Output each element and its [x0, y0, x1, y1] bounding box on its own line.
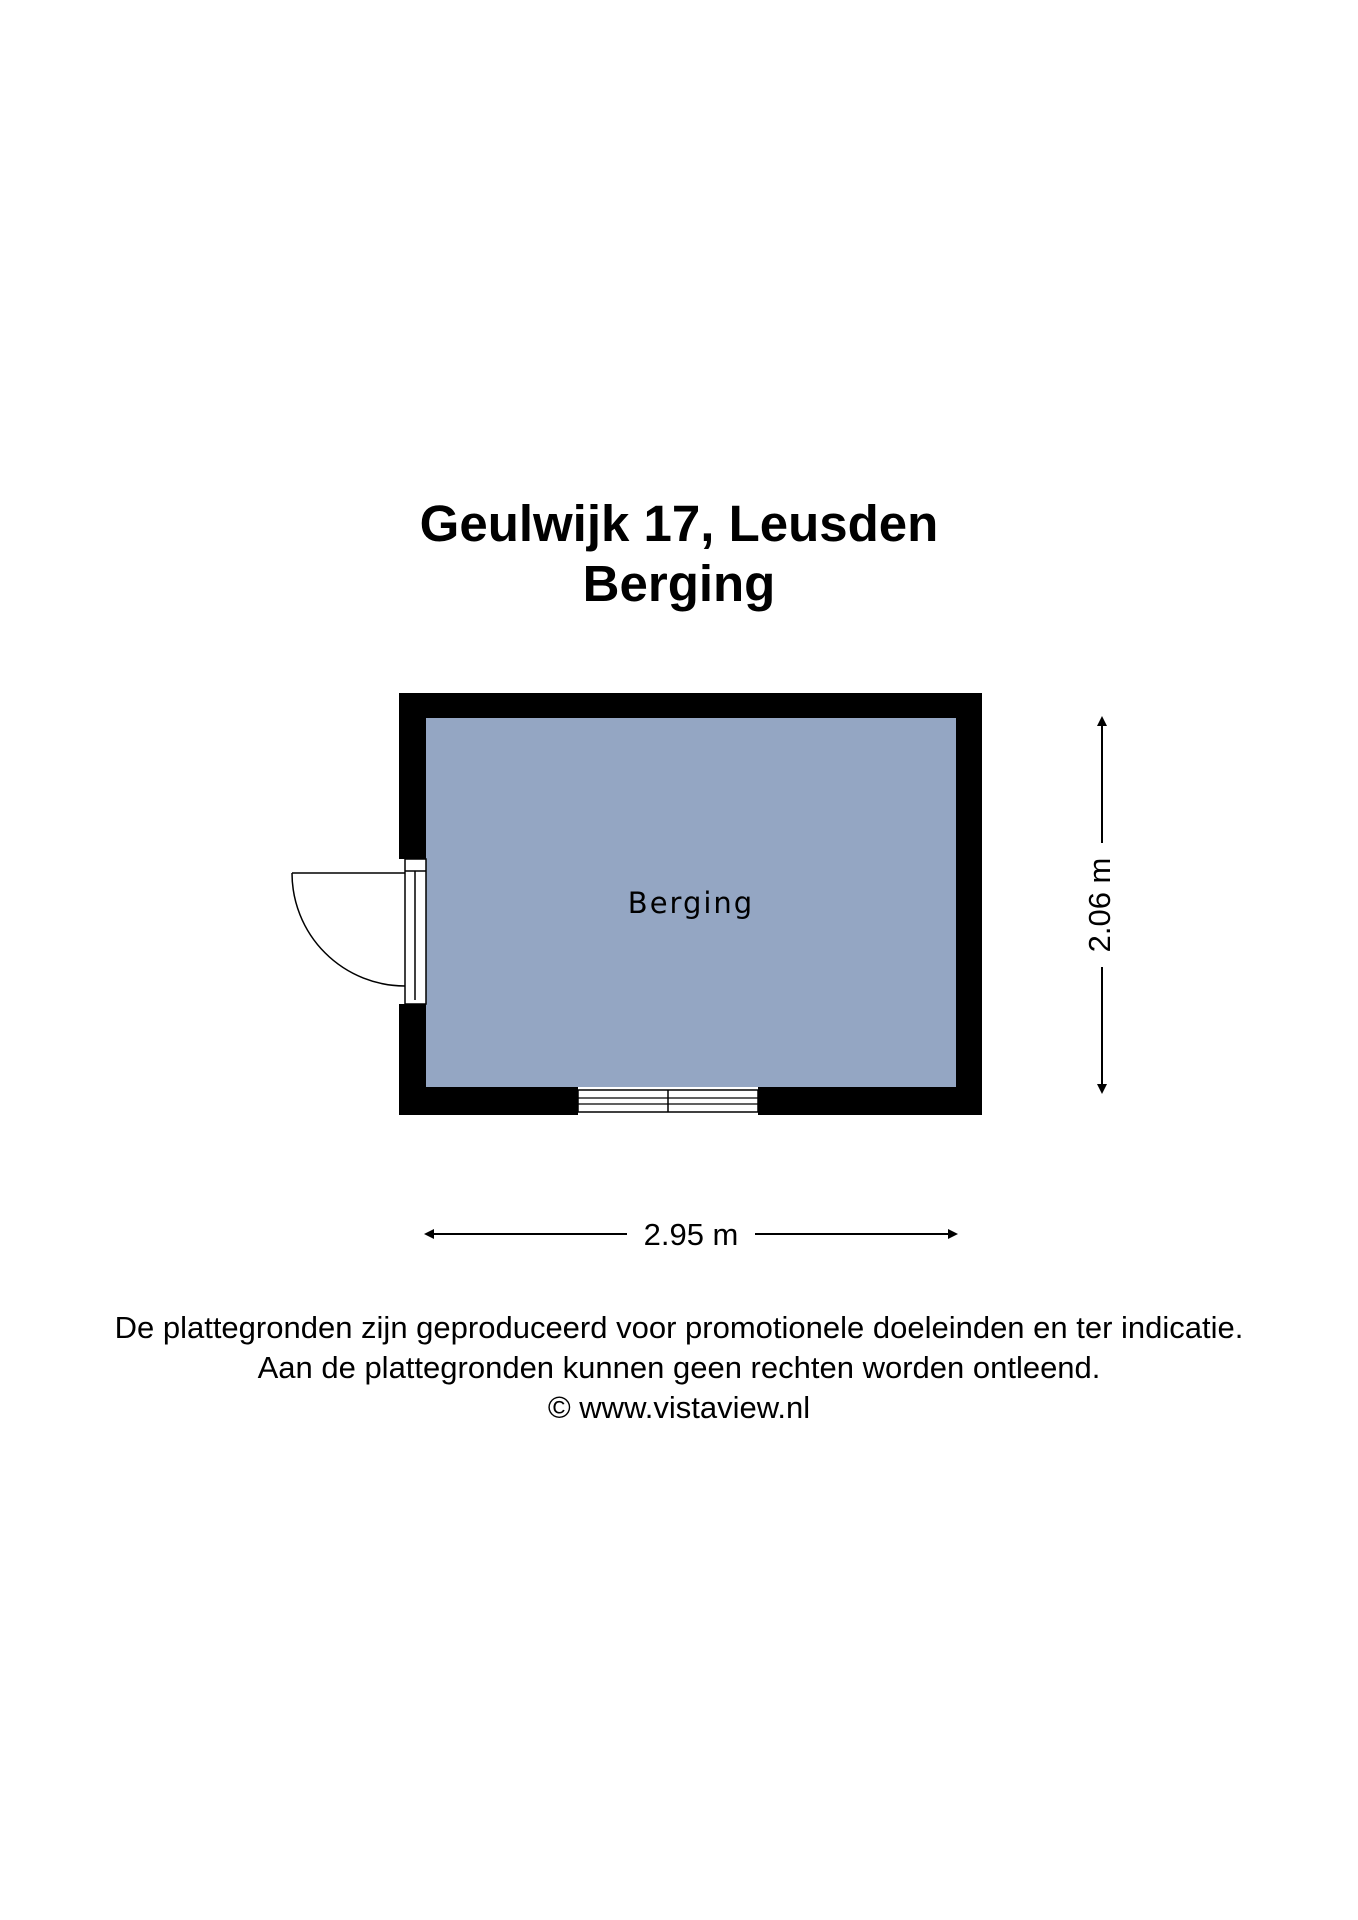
disclaimer-line-2: Aan de plattegronden kunnen geen rechten worden ontleend.	[257, 1350, 1101, 1385]
floor-title: Berging	[582, 555, 776, 612]
wall-left-upper	[399, 693, 426, 859]
depth-dimension-label: 2.06 m	[1082, 857, 1118, 953]
door	[292, 859, 426, 1004]
wall-right	[956, 693, 982, 1115]
wall-left-lower	[399, 1004, 426, 1115]
address-title: Geulwijk 17, Leusden	[419, 495, 939, 552]
wall-top	[399, 693, 982, 718]
window	[578, 1090, 758, 1112]
disclaimer-copyright: © www.vistaview.nl	[547, 1390, 811, 1425]
depth-dimension	[1082, 718, 1117, 1092]
disclaimer-line-1: De plattegronden zijn geproduceerd voor promotionele doeleinden en ter indicatie.	[114, 1310, 1244, 1345]
width-dimension	[426, 1217, 956, 1252]
wall-bottom-right	[758, 1087, 982, 1115]
room-label: Berging	[627, 886, 755, 920]
width-dimension-label: 2.95 m	[643, 1217, 739, 1252]
